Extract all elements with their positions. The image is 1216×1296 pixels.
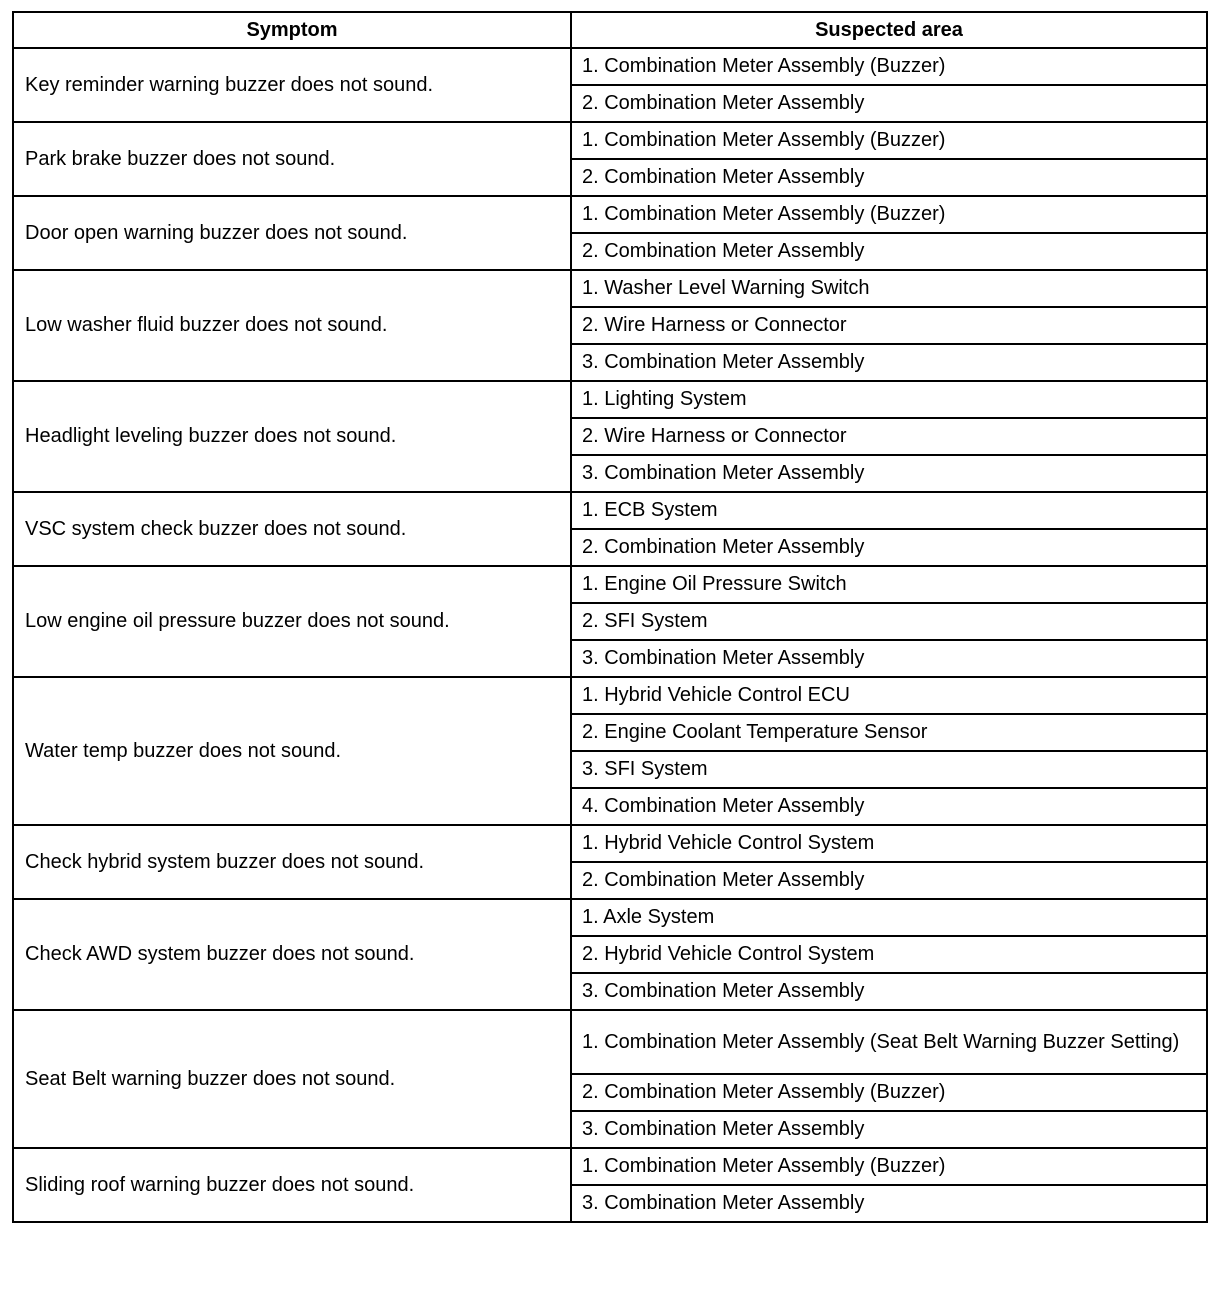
suspected-area-cell: 3. Combination Meter Assembly [571, 1185, 1207, 1222]
suspected-area-cell: 2. Wire Harness or Connector [571, 307, 1207, 344]
symptom-cell: Check AWD system buzzer does not sound. [13, 899, 571, 1010]
symptom-cell: Water temp buzzer does not sound. [13, 677, 571, 825]
table-row [13, 1010, 1207, 1074]
table-row [13, 48, 1207, 85]
symptom-cell: Low washer fluid buzzer does not sound. [13, 270, 571, 381]
suspected-area-cell: 2. Combination Meter Assembly [571, 159, 1207, 196]
suspected-area-cell: 2. Combination Meter Assembly [571, 233, 1207, 270]
table-row [13, 825, 1207, 862]
table-body [13, 48, 1207, 1222]
table-row [13, 122, 1207, 159]
suspected-area-cell: 2. SFI System [571, 603, 1207, 640]
symptom-cell: Seat Belt warning buzzer does not sound. [13, 1010, 571, 1148]
symptom-cell: Headlight leveling buzzer does not sound. [13, 381, 571, 492]
header-suspected-area: Suspected area [571, 12, 1207, 48]
header-symptom: Symptom [13, 12, 571, 48]
symptom-cell: Key reminder warning buzzer does not sound. [13, 48, 571, 122]
table-row [13, 677, 1207, 714]
suspected-area-cell: 4. Combination Meter Assembly [571, 788, 1207, 825]
suspected-area-cell: 3. SFI System [571, 751, 1207, 788]
symptom-cell: Sliding roof warning buzzer does not sound. [13, 1148, 571, 1222]
suspected-area-cell: 1. Hybrid Vehicle Control System [571, 825, 1207, 862]
suspected-area-cell: 3. Combination Meter Assembly [571, 640, 1207, 677]
table-row [13, 270, 1207, 307]
suspected-area-cell: 2. Combination Meter Assembly [571, 529, 1207, 566]
suspected-area-cell: 3. Combination Meter Assembly [571, 973, 1207, 1010]
table-row [13, 566, 1207, 603]
table-row [13, 1148, 1207, 1185]
suspected-area-cell: 1. Washer Level Warning Switch [571, 270, 1207, 307]
suspected-area-cell: 1. Hybrid Vehicle Control ECU [571, 677, 1207, 714]
symptom-cell: Door open warning buzzer does not sound. [13, 196, 571, 270]
suspected-area-cell: 2. Wire Harness or Connector [571, 418, 1207, 455]
symptom-cell: Low engine oil pressure buzzer does not sound. [13, 566, 571, 677]
table-row [13, 492, 1207, 529]
suspected-area-cell: 1. Axle System [571, 899, 1207, 936]
table-row [13, 196, 1207, 233]
suspected-area-cell: 2. Engine Coolant Temperature Sensor [571, 714, 1207, 751]
symptom-table [12, 11, 1208, 1223]
suspected-area-cell: 1. Combination Meter Assembly (Buzzer) [571, 1148, 1207, 1185]
table-row [13, 899, 1207, 936]
suspected-area-cell: 3. Combination Meter Assembly [571, 344, 1207, 381]
suspected-area-cell: 3. Combination Meter Assembly [571, 455, 1207, 492]
header-row [13, 12, 1207, 48]
suspected-area-cell: 2. Combination Meter Assembly [571, 85, 1207, 122]
symptom-cell: Check hybrid system buzzer does not sound. [13, 825, 571, 899]
suspected-area-cell: 2. Combination Meter Assembly [571, 862, 1207, 899]
suspected-area-cell: 2. Combination Meter Assembly (Buzzer) [571, 1074, 1207, 1111]
suspected-area-cell: 1. Combination Meter Assembly (Buzzer) [571, 196, 1207, 233]
symptom-cell: Park brake buzzer does not sound. [13, 122, 571, 196]
table-row [13, 381, 1207, 418]
suspected-area-cell: 1. Combination Meter Assembly (Buzzer) [571, 48, 1207, 85]
suspected-area-cell: 1. Combination Meter Assembly (Seat Belt Warning Buzzer Setting) [571, 1010, 1207, 1074]
suspected-area-cell: 2. Hybrid Vehicle Control System [571, 936, 1207, 973]
suspected-area-cell: 3. Combination Meter Assembly [571, 1111, 1207, 1148]
suspected-area-cell: 1. ECB System [571, 492, 1207, 529]
suspected-area-cell: 1. Combination Meter Assembly (Buzzer) [571, 122, 1207, 159]
symptom-cell: VSC system check buzzer does not sound. [13, 492, 571, 566]
suspected-area-cell: 1. Engine Oil Pressure Switch [571, 566, 1207, 603]
suspected-area-cell: 1. Lighting System [571, 381, 1207, 418]
